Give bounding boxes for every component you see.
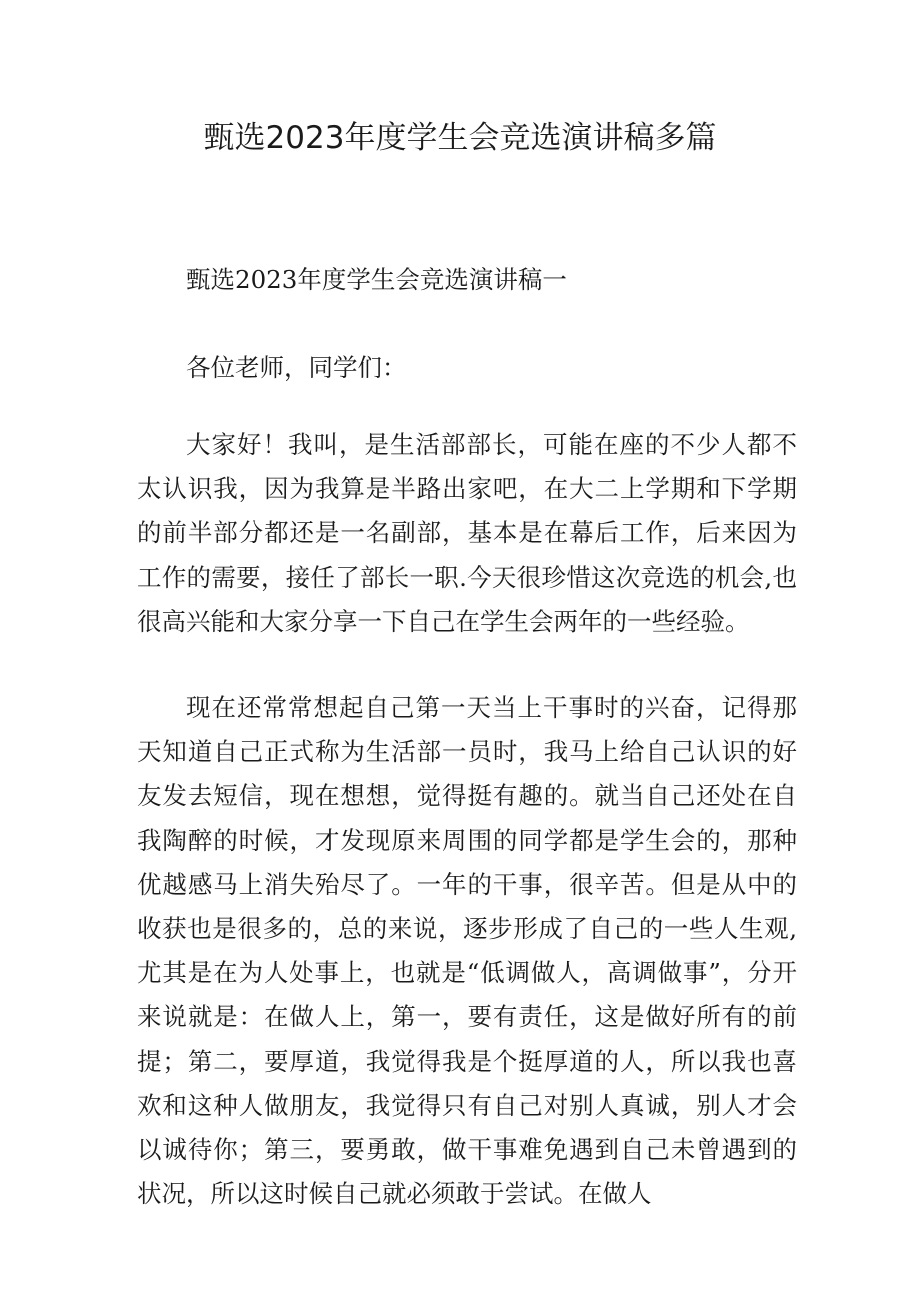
paragraph: 大家好！我叫，是生活部部长，可能在座的不少人都不太认识我，因为我算是半路出家吧，在大二上学期和下学期的前半部分都还是一名副部，基本是在幕后工作，后来因为工作的需要，接任了部长一职.今天很珍惜这次竞选的机会,也很高兴能和大家分享一下自己在学生会两年的一些经验。 [137,430,797,636]
salutation: 各位老师，同学们： [186,353,407,382]
paragraph: 现在还常常想起自己第一天当上干事时的兴奋，记得那天知道自己正式称为生活部一员时，我马上给自己认识的好友发去短信，现在想想，觉得挺有趣的。就当自己还处在自我陶醉的时候，才发现原来周围的同学都是学生会的，那种优越感马上消失殆尽了。一年的干事，很辛苦。但是从中的收获也是很多的，总的来说，逐步形成了自己的一些人生观,尤其是在为人处事上，也就是“低调做人，高调做事”，分开来说就是：在做人上，第一，要有责任，这是做好所有的前提；第二，要厚道，我觉得我是个挺厚道的人，所以我也喜欢和这种人做朋友，我觉得只有自己对别人真诚，别人才会以诚待你；第三，要勇敢，做干事难免遇到自己未曾遇到的状况，所以这时候自己就必须敢于尝试。在做人 [137,693,797,1209]
document-title: 甄选2023年度学生会竞选演讲稿多篇 [203,120,717,156]
section-subtitle: 甄选2023年度学生会竞选演讲稿一 [186,265,567,294]
